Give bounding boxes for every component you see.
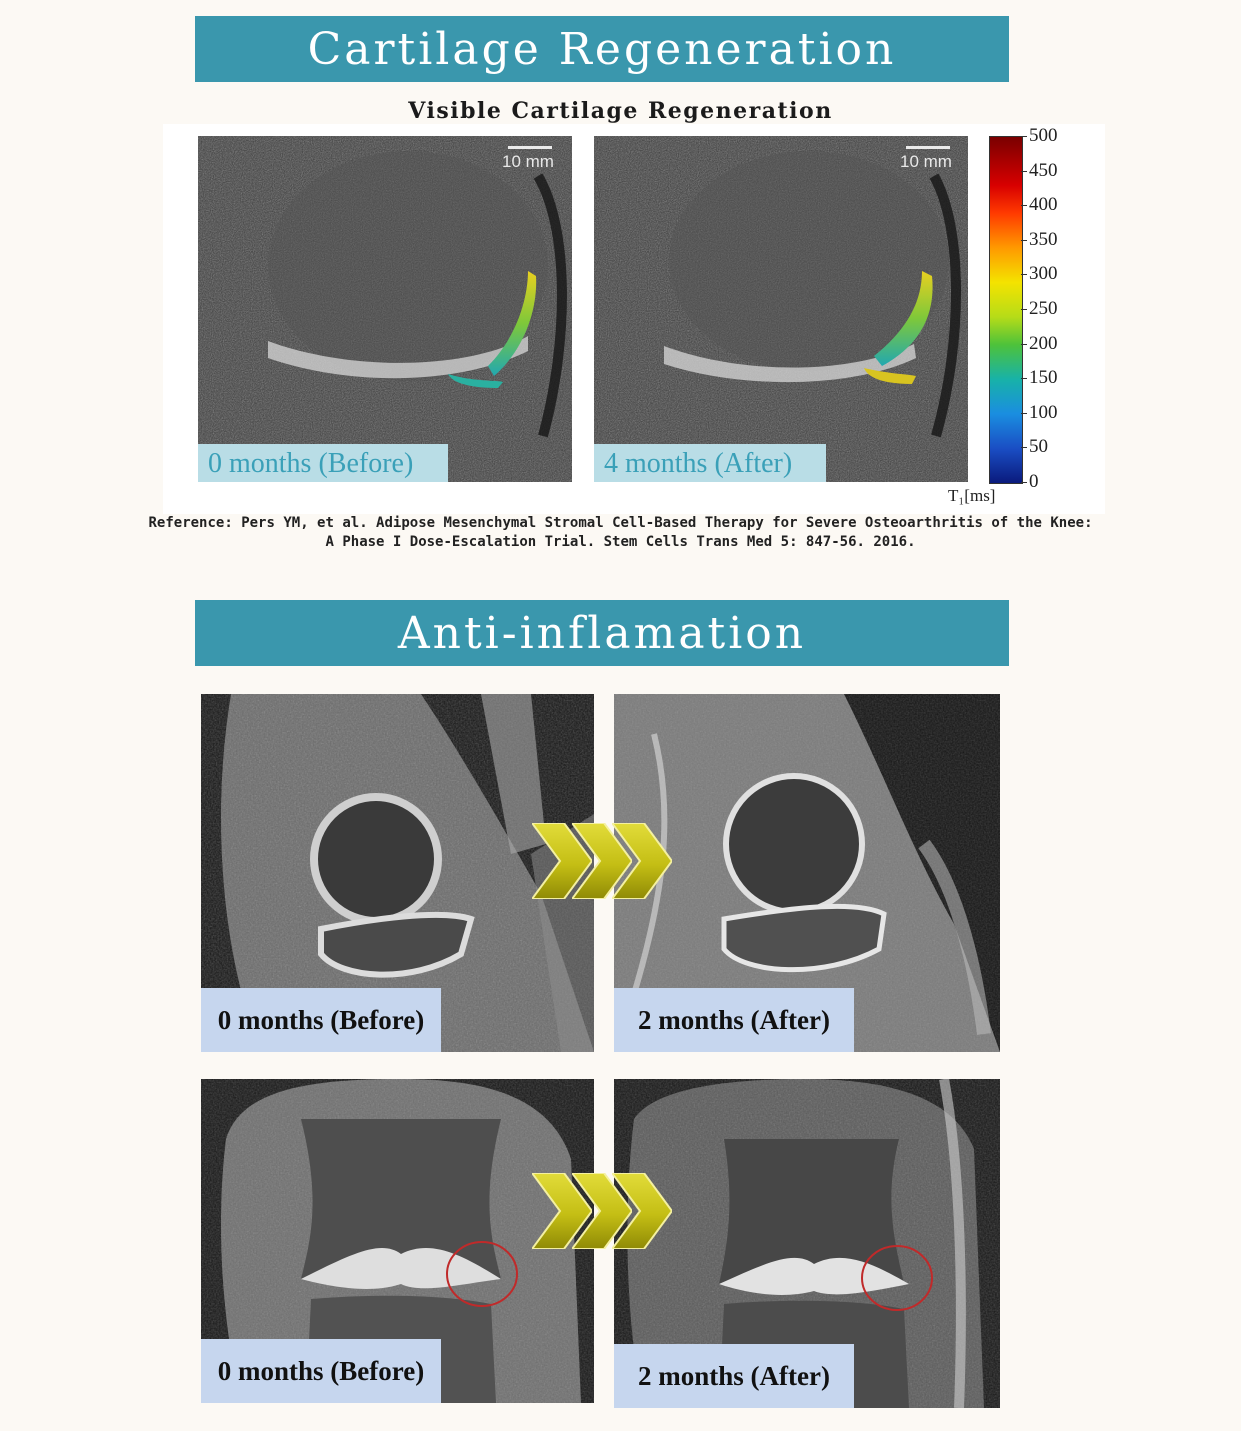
colorbar-tick xyxy=(1021,344,1027,345)
mri-before-image xyxy=(198,136,572,482)
colorbar-tick-label: 350 xyxy=(1029,228,1058,250)
colorbar-tick xyxy=(1021,205,1027,206)
colorbar-tick xyxy=(1021,274,1027,275)
progression-arrows-row1 xyxy=(532,822,674,900)
colorbar-tick-label: 300 xyxy=(1029,263,1058,285)
colorbar-tick xyxy=(1021,171,1027,172)
mri-before-label: 0 months (Before) xyxy=(198,444,448,482)
colorbar-tick xyxy=(1021,136,1027,137)
cartilage-figure xyxy=(163,124,1105,514)
scale-bar-before: 10 mm xyxy=(502,152,554,172)
row1-after-label: 2 months (After) xyxy=(614,988,854,1052)
colorbar-tick-label: 50 xyxy=(1029,436,1048,458)
colorbar-tick-label: 250 xyxy=(1029,298,1058,319)
colorbar-tick xyxy=(1021,378,1027,379)
figure-subtitle: Visible Cartilage Regeneration xyxy=(408,98,833,124)
colorbar-tick-label: 150 xyxy=(1029,367,1058,389)
t1-colorbar xyxy=(989,136,1023,484)
section-title-cartilage: Cartilage Regeneration xyxy=(195,16,1009,82)
reference-line-2: A Phase I Dose-Escalation Trial. Stem Cells Trans Med 5: 847-56. 2016. xyxy=(325,534,916,550)
reference-line-1: Reference: Pers YM, et al. Adipose Mesenchymal Stromal Cell-Based Therapy for Severe Osteoarthritis of the Knee: xyxy=(148,515,1093,531)
row2-before-label: 0 months (Before) xyxy=(201,1339,441,1403)
colorbar-tick-label: 500 xyxy=(1029,125,1058,146)
colorbar-tick xyxy=(1021,240,1027,241)
mri-after-label: 4 months (After) xyxy=(594,444,826,482)
colorbar-tick xyxy=(1021,309,1027,310)
colorbar-unit: T₁[ms] xyxy=(948,486,996,505)
colorbar-tick-label: 0 xyxy=(1029,471,1039,492)
colorbar-tick xyxy=(1021,447,1027,448)
mri-after-image xyxy=(594,136,968,482)
colorbar-tick-label: 100 xyxy=(1029,401,1058,423)
colorbar-tick-label: 450 xyxy=(1029,159,1058,181)
section-title-anti-inflammation: Anti-inflamation xyxy=(195,600,1009,666)
colorbar-tick-label: 200 xyxy=(1029,332,1058,354)
reference-citation xyxy=(0,514,1241,552)
scale-bar-after: 10 mm xyxy=(900,152,952,172)
colorbar-tick xyxy=(1021,482,1027,483)
colorbar-tick xyxy=(1021,413,1027,414)
row2-after-label: 2 months (After) xyxy=(614,1344,854,1408)
progression-arrows-row2 xyxy=(532,1172,674,1250)
row1-before-label: 0 months (Before) xyxy=(201,988,441,1052)
colorbar-tick-label: 400 xyxy=(1029,194,1058,216)
